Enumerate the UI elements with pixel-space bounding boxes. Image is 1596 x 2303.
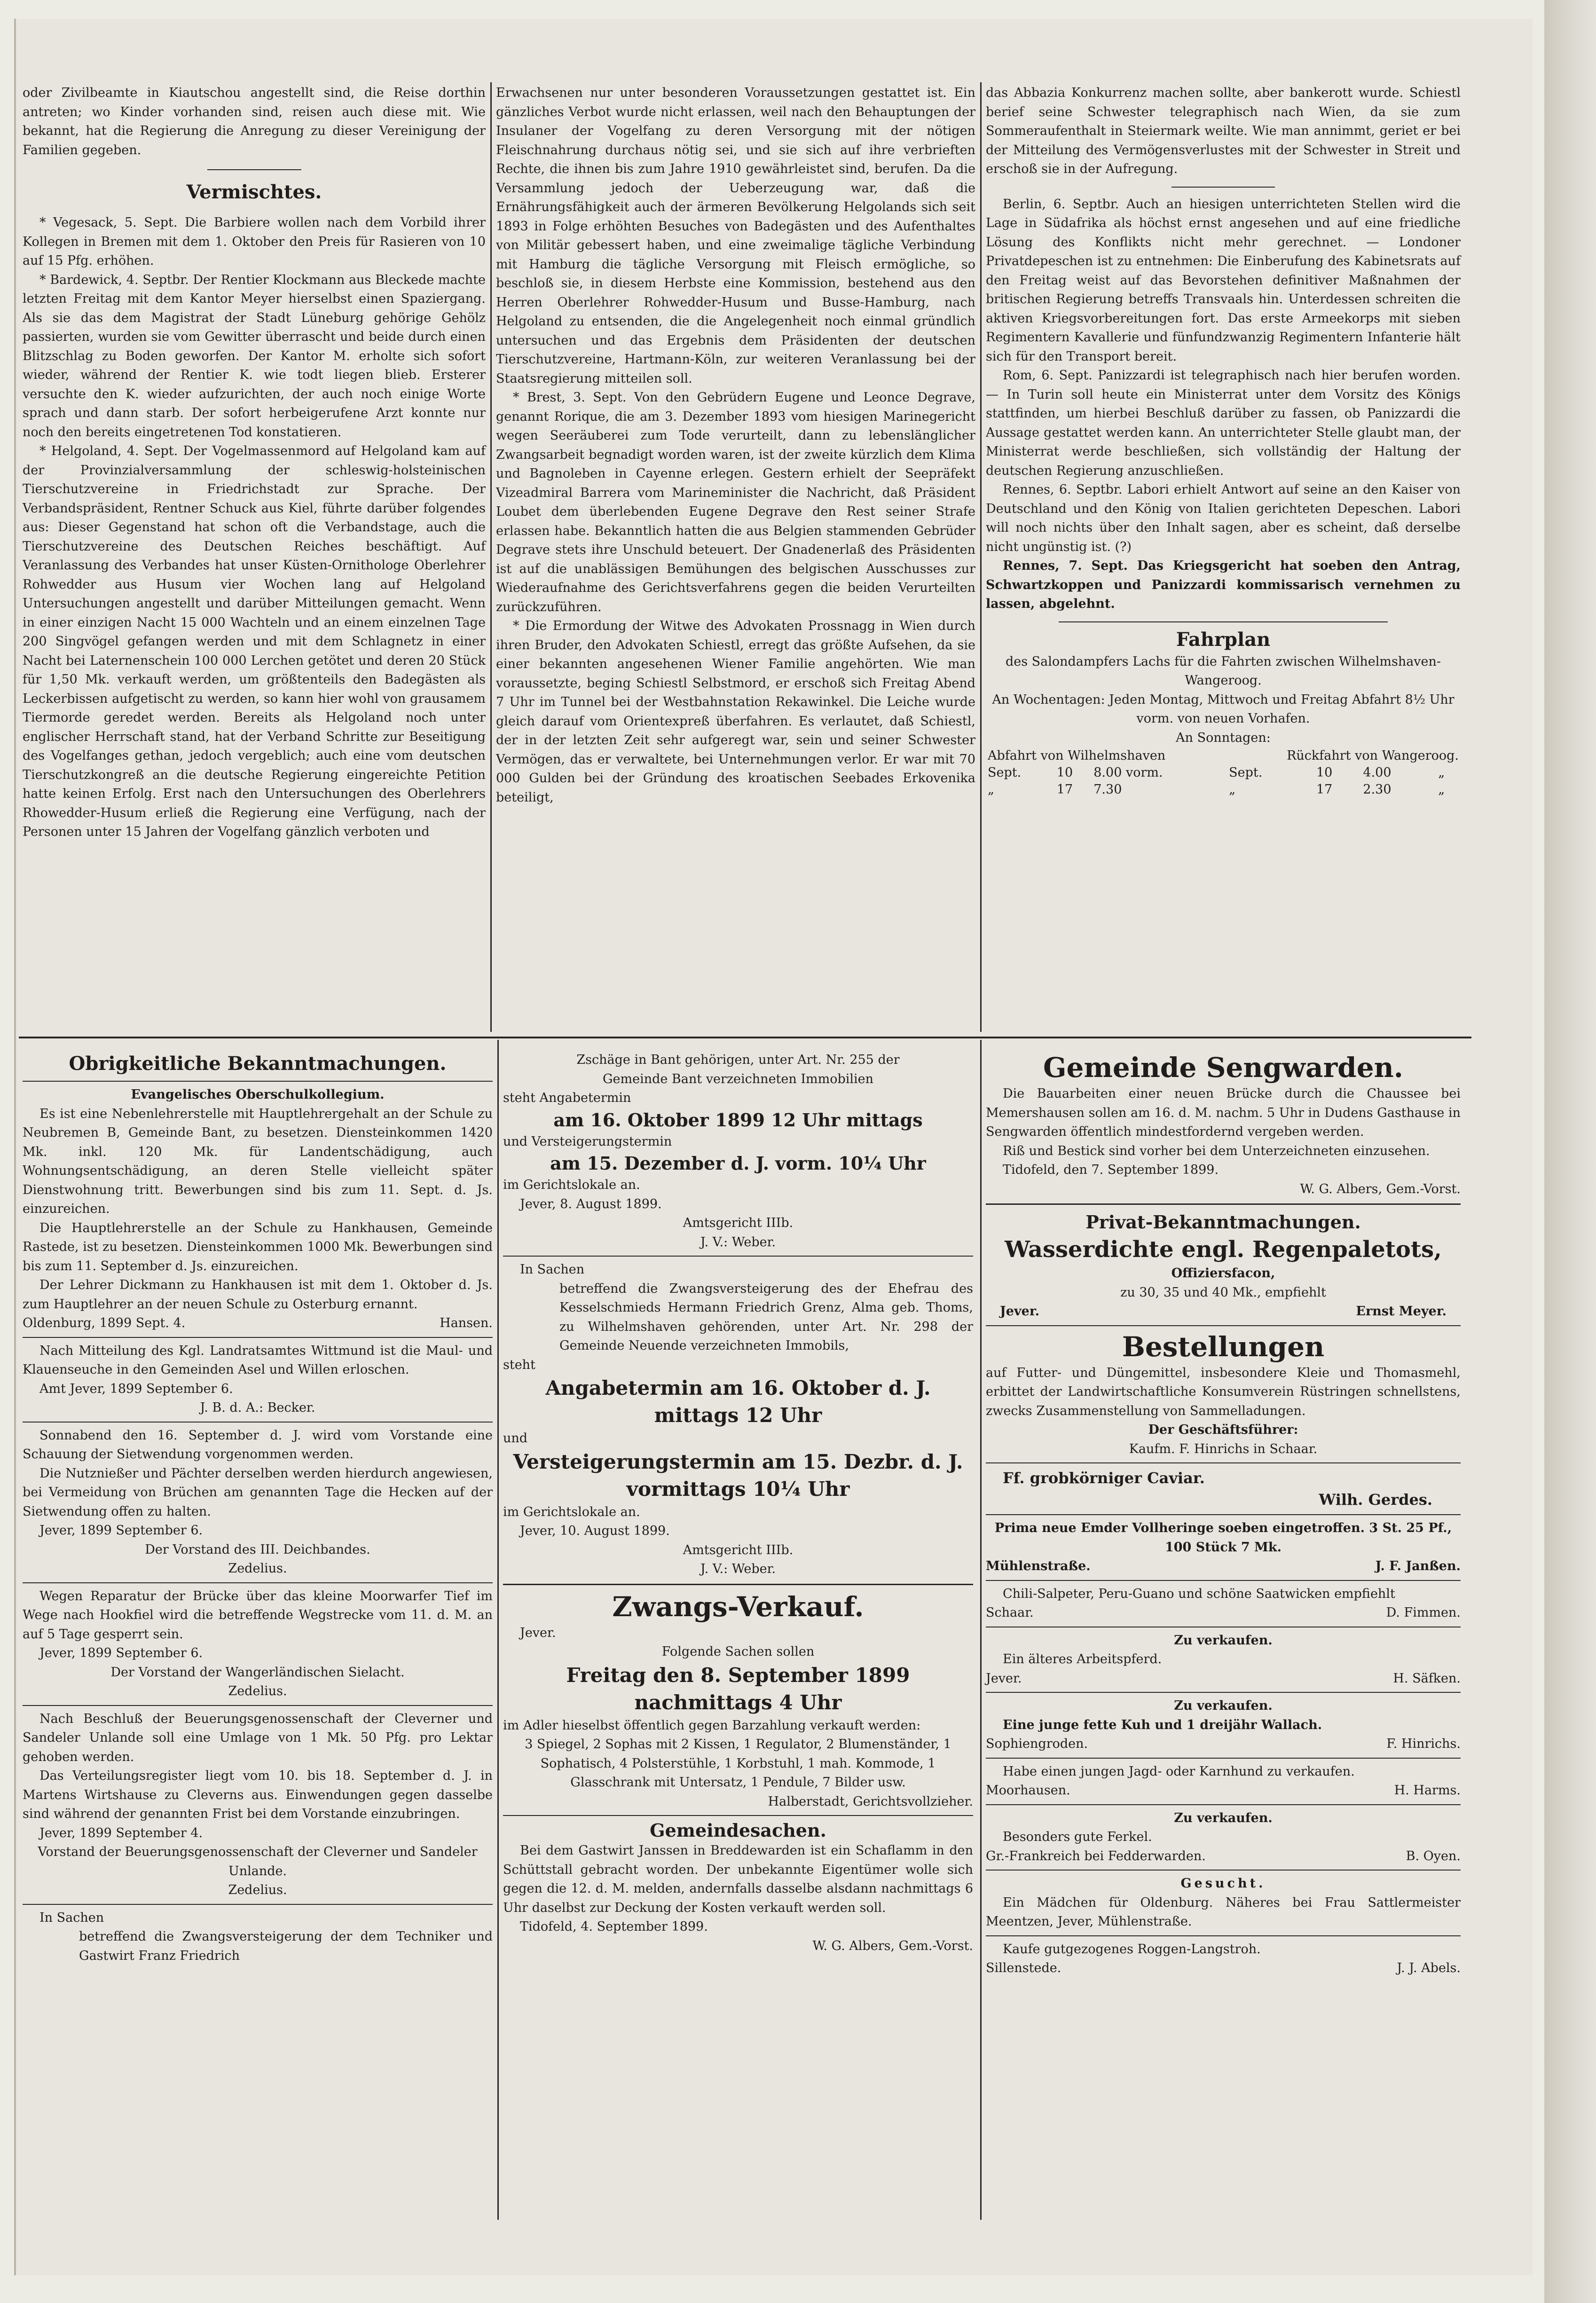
fahrplan-weekdays: An Wochentagen: Jeden Montag, Mittwoch und Freitag Abfahrt 8½ Uhr vorm. von neuen Vorhafen.	[992, 692, 1454, 726]
column-rule	[980, 1040, 982, 2220]
auction-text: und Versteigerungstermin	[503, 1134, 672, 1149]
section-heading-vermischtes: Vermischtes.	[186, 181, 322, 203]
notice-text: In Sachen	[39, 1910, 104, 1925]
fahrplan-sundays: An Sonntagen:	[1176, 730, 1271, 745]
rennes-telegram: Rennes, 7. Sept. Das Kriegsgericht hat soeben den Antrag, Schwartzkoppen und Panizzardi kommissarisch vernehmen zu lassen, abgelehnt.	[986, 558, 1461, 611]
wanted-text: Ein Mädchen für Oldenburg. Näheres bei Frau Sattlermeister Meentzen, Jever, Mühlenstraße.	[986, 1895, 1461, 1929]
straw-ad: Kaufe gutgezogenes Roggen-Langstroh.	[1003, 1941, 1261, 1957]
fahrplan-cell: 8.00 vorm.	[1093, 765, 1163, 780]
divider	[23, 1705, 493, 1706]
bestellungen-signature: Kaufm. F. Hinrichs in Schaar.	[1129, 1441, 1318, 1456]
fahrplan-cell: Sept.	[988, 765, 1022, 780]
auction-date: Angabetermin am 16. Oktober d. J. mittags 12 Uhr	[545, 1376, 931, 1427]
announcements-column-2	[503, 1051, 973, 1956]
notice-place-date: Amt Jever, 1899 September 6.	[39, 1381, 233, 1396]
notice-text: Nach Beschluß der Beuerungsgenossenschaft der Cleverner und Sandeler Unlande soll eine Umlage von 1 Mk. 50 Pfg. pro Lektar gehoben werden.	[23, 1711, 493, 1764]
ad-place: Mühlenstraße.	[986, 1559, 1091, 1573]
notice-place-date: Jever, 1899 September 6.	[39, 1523, 203, 1538]
notice-text: Die Hauptlehrerstelle an der Schule zu Hankhausen, Gemeinde Rastede, ist zu besetzen. Diensteinkommen 1000 Mk. Bewerbungen sind bis zum 11. September d. Js. einzureichen.	[23, 1220, 493, 1273]
gemeindesachen-signature: W. G. Albers, Gem.-Vorst.	[812, 1938, 973, 1953]
divider	[1171, 187, 1275, 188]
ad-signature: J. J. Abels.	[1397, 1961, 1461, 1975]
divider	[23, 1904, 493, 1905]
ad-place: Sophiengroden.	[986, 1737, 1088, 1751]
fahrplan-cell: „	[1229, 782, 1236, 797]
ad-place: Sillenstede.	[986, 1961, 1061, 1975]
sale-text: Folgende Sachen sollen	[661, 1644, 815, 1659]
notice-text: Nach Mitteilung des Kgl. Landratsamtes Wittmund ist die Maul- und Klauenseuche in den Gemeinden Asel und Willen erloschen.	[23, 1343, 493, 1377]
signature-line	[986, 1603, 1461, 1623]
signature-line	[986, 1669, 1461, 1689]
auction-date: Versteigerungstermin am 15. Dezbr. d. J. vormittags 10¼ Uhr	[513, 1450, 963, 1501]
fahrplan-cell: 7.30	[1093, 782, 1122, 797]
auction-text: im Gerichtslokale an.	[503, 1178, 640, 1192]
divider	[986, 1325, 1461, 1326]
ad-place: Moorhausen.	[986, 1783, 1070, 1798]
sale-text: im Adler hieselbst öffentlich gegen Barzahlung verkauft werden:	[503, 1718, 921, 1733]
bestellungen-title: Bestellungen	[1122, 1330, 1325, 1363]
private-notices-title: Privat-Bekanntmachungen.	[1085, 1211, 1361, 1233]
auction-text: Zschäge in Bant gehörigen, unter Art. Nr. 255 der Gemeinde Bant verzeichneten Immobilien	[576, 1053, 900, 1086]
auction-signature: J. V.: Weber.	[700, 1234, 776, 1250]
fahrplan-cell: 10	[1316, 765, 1333, 780]
auction-place-date: Jever, 10. August 1899.	[520, 1524, 670, 1538]
divider	[986, 1514, 1461, 1515]
auction-text: steht	[503, 1357, 535, 1372]
sengwarden-text: Riß und Bestick sind vorher bei dem Unterzeichneten einzusehen.	[1003, 1143, 1430, 1158]
news-column-2	[496, 84, 975, 807]
fahrplan-cell: „	[1438, 765, 1445, 780]
sengwarden-signature: W. G. Albers, Gem.-Vorst.	[1300, 1181, 1461, 1196]
divider	[503, 1584, 973, 1585]
fahrplan-cell: 4.00	[1363, 765, 1392, 780]
sengwarden-title: Gemeinde Sengwarden.	[1043, 1052, 1403, 1084]
gemeindesachen-title: Gemeindesachen.	[650, 1820, 826, 1841]
fahrplan-cell: 17	[1056, 782, 1073, 797]
divider	[23, 1582, 493, 1583]
divider	[986, 1580, 1461, 1581]
signature-line	[986, 1959, 1461, 1978]
dog-ad: Habe einen jungen Jagd- oder Karnhund zu verkaufen.	[1003, 1764, 1355, 1779]
fahrplan-cell: 10	[1056, 765, 1073, 780]
signature-line	[986, 1557, 1461, 1576]
auction-court: Amtsgericht IIIb.	[683, 1216, 794, 1230]
signature-line	[986, 1847, 1461, 1866]
sengwarden-place: Tidofeld, den 7. September 1899.	[1003, 1163, 1219, 1177]
divider	[503, 1256, 973, 1257]
column-rule	[497, 1040, 499, 2220]
fahrplan-table	[986, 747, 1461, 798]
divider	[1059, 621, 1388, 622]
signature-line	[986, 1302, 1461, 1321]
official-notices-title: Obrigkeitliche Bekanntmachungen.	[69, 1053, 447, 1075]
auction-text: und	[503, 1431, 528, 1446]
notice-signature: J. B. d. A.: Becker.	[200, 1400, 315, 1415]
divider	[986, 1692, 1461, 1693]
divider	[986, 1758, 1461, 1759]
auction-text: In Sachen	[520, 1262, 585, 1277]
ad-signature: J. F. Janßen.	[1375, 1559, 1461, 1573]
rennes-article: Rennes, 6. Septbr. Labori erhielt Antwort auf seine an den Kaiser von Deutschland und den König von Italien gerichteten Depeschen. Labori will noch nichts über den Inhalt sagen, aber es scheint, daß derselbe nicht ungünstig ist. (?)	[986, 482, 1461, 554]
abbazia-text: das Abbazia Konkurrenz machen sollte, aber bankerott wurde. Schiestl berief seine Schwester telegraphisch nach Wien, da sie zum Sommeraufenthalt in Steiermark weilte. Wie man annimmt, geriet er bei der Mitteilung des Vermögensverlustes mit der Schwester in Streit und erschoß sie in der Aufregung.	[986, 86, 1461, 176]
signature-line	[986, 1735, 1461, 1754]
divider	[986, 1935, 1461, 1936]
fahrplan-cell: „	[988, 782, 994, 797]
notice-text: Die Nutznießer und Pächter derselben werden hierdurch angewiesen, bei Vermeidung von Brüchen am genannten Tage die Hecken auf der Sietwendung offen zu halten.	[23, 1466, 493, 1519]
fahrplan-cell: Sept.	[1229, 765, 1263, 780]
sale-items: 3 Spiegel, 2 Sophas mit 2 Kissen, 1 Regulator, 2 Blumenständer, 1 Sophatisch, 4 Polsterstühle, 1 Korbstuhl, 1 mah. Kommode, 1 Glasschrank mit Untersatz, 1 Pendule, 7 Bilder usw.	[525, 1737, 951, 1790]
gemeindesachen-text: Bei dem Gastwirt Janssen in Breddewarden ist ein Schaflamm in den Schüttstall gebracht worden. Der unbekannte Eigentümer wolle sich gegen die 12. d. M. melden, andernfalls dasselbe alsdann nachmittags 6 Uhr daselbst zur Deckung der Kosten verkauft werden soll.	[503, 1843, 973, 1915]
sale-date: Freitag den 8. September 1899	[566, 1663, 910, 1687]
caviar-ad: Ff. grobkörniger Caviar.	[1003, 1469, 1205, 1487]
announcements-column-1	[23, 1051, 493, 1965]
fahrplan-cell: 2.30	[1363, 782, 1392, 797]
vegesack-article: * Vegesack, 5. Sept. Die Barbiere wollen nach dem Vorbild ihrer Kollegen in Bremen mit dem 1. Oktober den Preis für Rasieren von 10 auf 15 Pfg. erhöhen.	[23, 215, 486, 268]
notice-place-date: Jever, 1899 September 4.	[39, 1825, 203, 1840]
news-column-1	[23, 84, 486, 842]
chili-ad: Chili-Salpeter, Peru-Guano und schöne Saatwicken empfiehlt	[1003, 1586, 1395, 1601]
notice-place-date: Oldenburg, 1899 Sept. 4.	[23, 1316, 186, 1330]
rom-article: Rom, 6. Sept. Panizzardi ist telegraphisch nach hier berufen worden. — In Turin soll heute ein Ministerrat unter dem Vorsitz des Königs stattfinden, um hierbei Beschluß darüber zu fassen, ob Panizzardi die Aussage gestattet werden kann. An unterrichteter Stelle glaubt man, der Ministerrat werde beschließen, sich vollständig der Haltung der deutschen Regierung anzuschließen.	[986, 368, 1461, 478]
auction-text: im Gerichtslokale an.	[503, 1504, 640, 1519]
ad-signature: H. Harms.	[1394, 1783, 1461, 1798]
divider	[23, 1081, 493, 1082]
oberschulkollegium-heading: Evangelisches Oberschulkollegium.	[131, 1087, 385, 1102]
news-column-3	[986, 84, 1461, 798]
notice-text: betreffend die Zwangsversteigerung der dem Techniker und Gastwirt Franz Friedrich	[79, 1929, 493, 1963]
divider	[986, 1203, 1461, 1205]
fahrplan-row	[986, 781, 1461, 798]
brest-article: * Brest, 3. Sept. Von den Gebrüdern Eugene und Leonce Degrave, genannt Rorique, die am 3. Dezember 1893 vom hiesigen Marinegericht wegen Seeräuberei zum Tode verurteilt, dann zu lebenslänglicher Zwangsarbeit begnadigt worden waren, ist der zweite kürzlich dem Klima und Bagnoleben in Cayenne erlegen. Gestern erhielt der Seepräfekt Vizeadmiral Barrera vom Marineminister die Nachricht, daß Präsident Loubet dem überlebenden Eugene Degrave den Rest seiner Strafe erlassen habe. Bekanntlich hatten die aus Belgien stammenden Gebrüder Degrave stets ihre Unschuld beteuert. Der Gnadenerlaß des Präsidenten ist auf die unablässigen Bemühungen des belgischen Ausschusses zur Wiederaufnahme des Gerichtsverfahrens gegen die beiden Verurteilten zurückzuführen.	[496, 390, 975, 614]
fahrplan-cell: 17	[1316, 782, 1333, 797]
helgoland-continued: Erwachsenen nur unter besonderen Voraussetzungen gestattet ist. Ein gänzliches Verbot wurde nicht erlassen, weil nach den Behauptungen der Insulaner der Vogelfang zu deren Versorgung mit der nötigen Fleischnahrung durchaus nötig sei, und sie sich auf ihre verbrieften Rechte, die ihnen bis zum Jahre 1910 gewährleistet sind, berufen. Da die Versammlung jedoch der Ueberzeugung war, daß die Ernährungsfähigkeit auch der ärmeren Bevölkerung Helgolands sich seit 1893 in Folge erhöhten Besuches von Badegästen und des Aufenthaltes von Militär gebessert haben, und eine zweimalige tägliche Verbindung mit Hamburg die tägliche Versorgung mit Fleisch ermögliche, so beschloß sie, in diesem Herbste eine Kommission, bestehend aus den Herren Oberlehrer Rohwedder-Husum und Busse-Hamburg, nach Helgoland zu entsenden, die die Angelegenheit noch einmal gründlich untersuchen und das Ergebnis dem Präsidenten der deutschen Tierschutzvereine, Hartmann-Köln, zur weiteren Veranlassung bei der Staatsregierung mitteilen soll.	[496, 86, 975, 386]
sale-heading: Zu verkaufen.	[1174, 1810, 1273, 1825]
sale-signature: Halberstadt, Gerichtsvollzieher.	[768, 1794, 973, 1809]
ad-signature: D. Fimmen.	[1386, 1605, 1461, 1620]
ad-place: Jever.	[986, 1671, 1022, 1686]
regenpaletots-price: zu 30, 35 und 40 Mk., empfiehlt	[1120, 1285, 1326, 1300]
kiautschou-text: oder Zivilbeamte in Kiautschou angestellt sind, die Reise dorthin antreten; wo Kinder vorhanden sind, reisen auch diese mit. Wie bekannt, hat die Regierung die Anregung zu dieser Vereinigung der Familien gegeben.	[23, 86, 486, 157]
column-rule	[980, 82, 982, 1032]
notice-place-date: Jever, 1899 September 6.	[39, 1646, 203, 1660]
auction-court: Amtsgericht IIIb.	[683, 1542, 794, 1557]
zwangs-verkauf-title: Zwangs-Verkauf.	[612, 1590, 864, 1623]
fahrplan-header: Rückfahrt von Wangeroog.	[1287, 748, 1459, 763]
fahrplan-row	[986, 764, 1461, 781]
ad-signature: B. Oyen.	[1406, 1848, 1461, 1863]
notice-authority: Der Vorstand des III. Deichbandes.	[145, 1542, 370, 1557]
notice-signature: Zedelius.	[228, 1561, 287, 1576]
bestellungen-text: auf Futter- und Düngemittel, insbesondere Kleie und Thomasmehl, erbittet der Landwirtschaftliche Konsumverein Rüstringen schnellstens, zwecks Zusammenstellung von Sammelladungen.	[986, 1365, 1461, 1418]
notice-authority: Vorstand der Beuerungsgenossenschaft der Cleverner und Sandeler Unlande.	[38, 1845, 478, 1879]
sale-text: Eine junge fette Kuh und 1 dreijähr Wallach.	[1003, 1717, 1322, 1732]
ad-place: Jever.	[1000, 1304, 1039, 1319]
notice-authority: Der Vorstand der Wangerländischen Sielacht.	[110, 1665, 405, 1680]
fahrplan-cell: „	[1438, 782, 1445, 797]
divider	[503, 1815, 973, 1816]
berlin-article: Berlin, 6. Septbr. Auch an hiesigen unterrichteten Stellen wird die Lage in Südafrika als höchst ernst angesehen und auf eine friedliche Lösung des Konflikts nicht mehr gerechnet. — Londoner Privatdepeschen ist zu entnehmen: Die Einberufung des Kabinetsrats auf den Freitag weist auf das Bevorstehen definitiver Maßnahmen der britischen Regierung betreffs Transvaals hin. Unterdessen schreiten die aktiven Kriegsvorbereitungen fort. Das erste Armeekorps mit sieben Regimentern Kavallerie und fünfundzwanzig Regimentern Infanterie hält sich für den Transport bereit.	[986, 197, 1461, 364]
notice-text: Sonnabend den 16. September d. J. wird vom Vorstande eine Schauung der Sietwendung vorgenommen werden.	[23, 1428, 493, 1462]
auction-place-date: Jever, 8. August 1899.	[520, 1196, 662, 1211]
signature-line	[23, 1314, 493, 1333]
divider	[986, 1804, 1461, 1805]
fahrplan-header: Abfahrt von Wilhelmshaven	[988, 748, 1166, 763]
page-edge	[1544, 0, 1596, 2303]
auction-date: am 16. Oktober 1899 12 Uhr mittags	[553, 1109, 923, 1131]
auction-date: am 15. Dezember d. J. vorm. 10¼ Uhr	[550, 1153, 926, 1174]
notice-signature: Zedelius.	[228, 1883, 287, 1897]
notice-signature: Zedelius.	[228, 1684, 287, 1698]
regenpaletots-title: Wasserdichte engl. Regenpaletots,	[1005, 1236, 1442, 1263]
notice-text: Das Verteilungsregister liegt vom 10. bis 18. September d. J. in Martens Wirtshause zu Cleverns aus. Einwendungen gegen dasselbe sind während der genannten Frist bei dem Vorstande einzubringen.	[23, 1769, 493, 1821]
notice-signature: Hansen.	[440, 1316, 493, 1330]
emder-ad: Prima neue Emder Vollheringe soeben eingetroffen. 3 St. 25 Pf., 100 Stück 7 Mk.	[994, 1521, 1452, 1555]
divider	[986, 1870, 1461, 1871]
wanted-heading: Gesucht.	[1180, 1876, 1266, 1891]
signature-line	[986, 1781, 1461, 1800]
sale-heading: Zu verkaufen.	[1174, 1698, 1273, 1713]
prossnagg-article: * Die Ermordung der Witwe des Advokaten Prossnagg in Wien durch ihren Bruder, den Advokaten Schiestl, erregt das größte Aufsehen, da sie einer bekannten angesehenen Wiener Familie angehörten. Wie man voraussetzte, beging Schiestl Selbstmord, er erschoß sich Freitag Abend 7 Uhr im Tunnel bei der Westbahnstation Rekawinkel. Die Leiche wurde gleich darauf vom Orientexpreß überfahren. Es verlautet, daß Schiestl, der in der letzten Zeit sehr aufgeregt war, sein und seiner Schwester Vermögen, das er verwaltete, bei Unternehmungen verlor. Er war mit 70 000 Gulden bei der Gründung des kroatischen Seebades Erkovenika beteiligt,	[496, 619, 975, 805]
caviar-signature: Wilh. Gerdes.	[1319, 1491, 1432, 1509]
auction-text: betreffend die Zwangsversteigerung des der Ehefrau des Kesselschmieds Hermann Friedrich Grenz, Alma geb. Thoms, zu Wilhelmshaven gehörenden, unter Art. Nr. 298 der Gemeinde Neuende verzeichneten Immobils,	[559, 1281, 973, 1353]
notice-text: Es ist eine Nebenlehrerstelle mit Hauptlehrergehalt an der Schule zu Neubremen B, Gemeinde Bant, zu besetzen. Diensteinkommen 1420 Mk. inkl. 120 Mk. für Landentschädigung, auch Wohnungsentschädigung, an deren Stelle vielleicht später Dienstwohnung tritt. Bewerbungen sind bis zum 11. Sept. d. Js. einzureichen.	[23, 1106, 493, 1216]
ad-signature: Ernst Meyer.	[1356, 1304, 1447, 1319]
notice-text: Wegen Reparatur der Brücke über das kleine Moorwarfer Tief im Wege nach Hookfiel wird die betreffende Wegstrecke vom 11. d. M. an auf 5 Tage gesperrt sein.	[23, 1588, 493, 1642]
fahrplan-subtitle: des Salondampfers Lachs für die Fahrten zwischen Wilhelmshaven-Wangeroog.	[1005, 654, 1441, 688]
ad-signature: F. Hinrichs.	[1386, 1737, 1461, 1751]
bardewick-article: * Bardewick, 4. Septbr. Der Rentier Klockmann aus Bleckede machte letzten Freitag mit dem Kantor Meyer hierselbst einen Spaziergang. Als sie das dem Magistrat der Stadt Lüneburg gehörige Gehölz passierten, wurden sie vom Gewitter überrascht und beide durch einen Blitzschlag zu Boden geworfen. Der Kantor M. erholte sich sofort wieder, während der Rentier K. wie todt liegen blieb. Ersterer versuchte den K. wieder aufzurichten, der auch noch einige Worte sprach und dann starb. Der sofort herbeigerufene Arzt konnte nur noch den bereits eingetretenen Tod konstatieren.	[23, 272, 486, 440]
divider	[23, 1422, 493, 1423]
helgoland-article: * Helgoland, 4. Sept. Der Vogelmassenmord auf Helgoland kam auf der Provinzialversammlung der schleswig-holsteinischen Tierschutzvereine in Friedrichstadt zur Sprache. Der Verbandspräsident, Rentner Schuck aus Kiel, führte darüber folgendes aus: Dieser Gegenstand hat schon oft die Verbandstage, auch die Tierschutzvereine des Deutschen Reiches beschäftigt. Auf Veranlassung des Verbandes hat unser Küsten-Ornithologe Oberlehrer Rohwedder aus Husum vier Wochen lang auf Helgoland Untersuchungen angestellt und darüber Mitteilungen gemacht. Wenn in einer einzigen Nacht 15 000 Wachteln und an einem einzelnen Tage 200 Singvögel gefangen werden und mit dem Schlagnetz in einer Nacht bei Laternenschein 100 000 Lerchen getötet und deren 20 Stück für 1,50 Mk. verkauft werden, um größtenteils den Badegästen als Leckerbissen aufgetischt zu werden, so kann hier wohl von grausamem Tiermorde geredet werden. Bereits als Helgoland noch unter englischer Herrschaft stand, hat der Verband Schritte zur Beseitigung des Vogelfanges gethan, jedoch vergeblich; auch eine vom deutschen Tierschutzkongreß an die deutsche Regierung eingereichte Petition hatte keinen Erfolg. Erst nach den Untersuchungen des Oberlehrers Rhowedder-Husum erließ die Regierung eine Verfügung, nach der Personen unter 15 Jahren der Vogelfang gänzlich verboten und	[23, 444, 486, 839]
sale-text: Besonders gute Ferkel.	[1003, 1830, 1152, 1844]
divider	[23, 1337, 493, 1338]
sale-time: nachmittags 4 Uhr	[634, 1690, 842, 1714]
regenpaletots-subtitle: Offiziersfacon,	[1171, 1266, 1275, 1281]
divider	[207, 169, 301, 170]
bestellungen-role: Der Geschäftsführer:	[1148, 1423, 1298, 1437]
sale-text: Ein älteres Arbeitspferd.	[1003, 1652, 1162, 1666]
gemeindesachen-place: Tidofeld, 4. September 1899.	[520, 1919, 708, 1934]
ad-signature: H. Säfken.	[1393, 1671, 1461, 1686]
announcements-column-3	[986, 1051, 1461, 1978]
column-rule	[490, 82, 492, 1032]
auction-text: steht Angabetermin	[503, 1091, 631, 1105]
section-rule	[19, 1037, 1471, 1038]
fahrplan-header-row	[986, 747, 1461, 764]
divider	[986, 1462, 1461, 1463]
sengwarden-text: Die Bauarbeiten einer neuen Brücke durch die Chaussee bei Memershausen sollen am 16. d. M. nachm. 5 Uhr in Dudens Gasthause in Sengwarden öffentlich mindestfordernd vergeben werden.	[986, 1086, 1461, 1139]
sale-heading: Zu verkaufen.	[1174, 1633, 1273, 1648]
notice-text: Der Lehrer Dickmann zu Hankhausen ist mit dem 1. Oktober d. Js. zum Hauptlehrer an der neuen Schule zu Osterburg ernannt.	[23, 1278, 493, 1312]
sale-place: Jever.	[520, 1625, 556, 1640]
auction-signature: J. V.: Weber.	[700, 1562, 776, 1576]
ad-place: Gr.-Frankreich bei Fedderwarden.	[986, 1848, 1206, 1863]
ad-place: Schaar.	[986, 1605, 1034, 1620]
fahrplan-title: Fahrplan	[1176, 628, 1271, 651]
